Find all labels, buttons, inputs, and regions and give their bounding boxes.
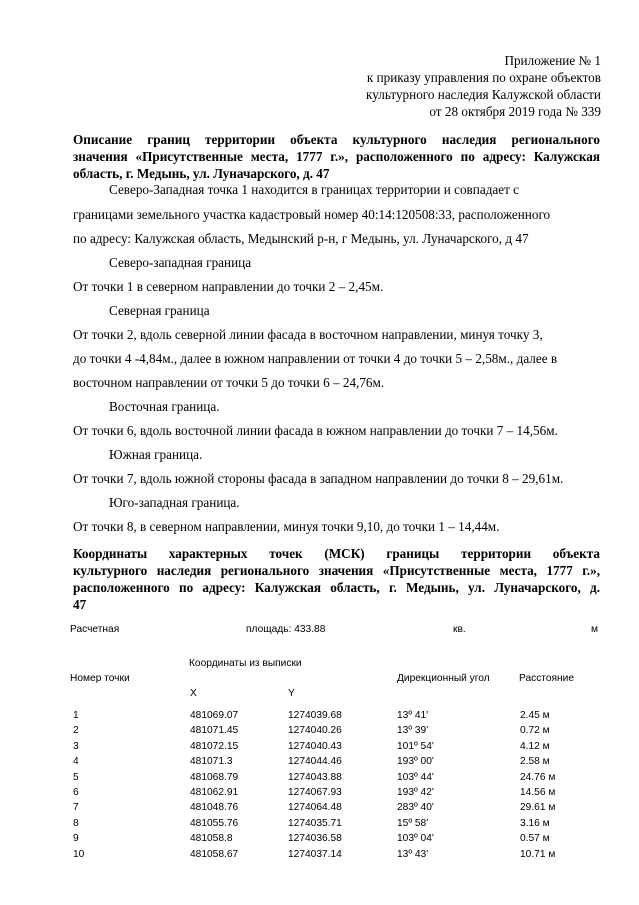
col-header-angle: Дирекционный угол [397, 673, 490, 684]
east-boundary-title: Восточная граница. [109, 399, 220, 414]
area-unit-2: м [591, 624, 599, 635]
cell-angle: 193º 42' [397, 787, 434, 798]
cell-distance: 29.61 м [520, 802, 556, 814]
cell-x: 481058.8 [190, 833, 233, 845]
area-value-group [246, 623, 325, 636]
cell-distance: 0.72 м [520, 725, 550, 737]
cell-angle: 15º 58' [397, 817, 429, 829]
cell-point-number: 9 [73, 833, 79, 845]
cell-point-number: 10 [73, 848, 85, 860]
cell-y: 1274035.71 [288, 817, 342, 829]
cell-x: 481055.76 [190, 817, 239, 829]
north-boundary-text-2: до точки 4 -4,84м., далее в южном направлении от точки 4 до точки 5 – 2,58м., далее в [73, 351, 558, 366]
cell-x: 481058.67 [190, 848, 239, 860]
cell-point-number: 4 [73, 756, 79, 768]
southwest-boundary-title: Юго-западная граница. [109, 495, 240, 510]
east-boundary-text: От точки 6, вдоль восточной линии фасада в южном направлении до точки 7 – 14,56м. [73, 423, 558, 438]
cell-distance: 24.76 м [520, 771, 556, 783]
coordinates-heading [73, 545, 600, 613]
coordinates-heading-line-1: Координаты характерных точек (МСК) границы территории объекта [73, 546, 600, 561]
cell-y: 1274039.68 [288, 710, 342, 721]
cell-x: 481062.91 [190, 787, 239, 798]
area-label-2: площадь: [246, 624, 292, 635]
cell-distance: 4.12 м [520, 740, 550, 752]
coordinates-heading-line-2: культурного наследия регионального значения «Присутственные места, 1777 г.», [73, 563, 600, 578]
area-value: 433.88 [294, 624, 326, 635]
northwest-boundary-text: От точки 1 в северном направлении до точки 2 – 2,45м. [73, 279, 384, 294]
cell-angle: 101º 54' [397, 740, 434, 752]
area-label-1: Расчетная [70, 624, 120, 635]
south-boundary-title: Южная граница. [109, 447, 203, 462]
cell-angle: 283º 40' [397, 802, 434, 814]
intro-line-3: по адресу: Калужская область, Медынский р-н, г Медынь, ул. Луначарского, д 47 [73, 231, 529, 246]
cell-point-number: 2 [73, 725, 79, 737]
col-header-distance: Расстояние [519, 673, 575, 684]
cell-distance: 2.45 м [520, 710, 550, 721]
heading-line-1: Описание границ территории объекта культурного наследия регионального [73, 132, 600, 147]
cell-y: 1274044.46 [288, 756, 342, 768]
appendix-title: Приложение № 1 [504, 53, 601, 68]
cell-point-number: 3 [73, 740, 79, 752]
cell-y: 1274043.88 [288, 771, 342, 783]
col-header-point: Номер точки [70, 673, 130, 684]
cell-angle: 13º 43' [397, 848, 429, 860]
cell-distance: 10.71 м [520, 848, 556, 860]
cell-y: 1274040.26 [288, 725, 342, 737]
cell-x: 481068.79 [190, 771, 239, 783]
col-header-coords: Координаты из выписки [189, 658, 302, 669]
cell-angle: 13º 39' [397, 725, 429, 737]
north-boundary-text-3: восточном направлении от точки 5 до точки 6 – 24,76м. [73, 375, 385, 390]
coordinates-heading-line-3: расположенного по адресу: Калужская область, г. Медынь, ул. Луначарского, д. [73, 580, 600, 595]
cell-distance: 2.58 м [520, 756, 550, 768]
cell-point-number: 8 [73, 817, 79, 829]
cell-angle: 193º 00' [397, 756, 434, 768]
cell-angle: 103º 04' [397, 833, 434, 845]
cell-distance: 0.57 м [520, 833, 550, 845]
col-header-y: Y [288, 688, 295, 699]
cell-x: 481048.76 [190, 802, 239, 814]
coordinates-heading-line-4: 47 [73, 597, 87, 612]
cell-y: 1274064.48 [288, 802, 342, 814]
cell-x: 481071.3 [190, 756, 233, 768]
area-unit-1: кв. [453, 624, 466, 635]
cell-angle: 103º 44' [397, 771, 434, 783]
cell-point-number: 1 [73, 710, 79, 721]
cell-distance: 3.16 м [520, 817, 550, 829]
northwest-boundary-title: Северо-западная граница [109, 255, 252, 270]
cell-point-number: 6 [73, 787, 79, 798]
appendix-order: к приказу управления по охране объектов [366, 70, 601, 85]
cell-y: 1274040.43 [288, 740, 342, 752]
cell-y: 1274067.93 [288, 787, 342, 798]
cell-point-number: 7 [73, 802, 79, 814]
appendix-date: от 28 октября 2019 года № 339 [429, 104, 601, 119]
intro-line-2: границами земельного участка кадастровый номер 40:14:120508:33, расположенного [73, 207, 551, 222]
north-boundary-text-1: От точки 2, вдоль северной линии фасада в восточном направлении, минуя точку 3, [73, 327, 543, 342]
cell-point-number: 5 [73, 771, 79, 783]
heading-line-3: область, г. Медынь, ул. Луначарского, д. 47 [73, 166, 330, 181]
cell-angle: 13º 41' [397, 710, 429, 721]
col-header-x: X [190, 688, 197, 699]
appendix-authority: культурного наследия Калужской области [366, 87, 601, 102]
north-boundary-title: Северная граница [109, 303, 210, 318]
cell-x: 481069.07 [190, 710, 239, 721]
intro-line-1: Северо-Западная точка 1 находится в границах территории и совпадает с [109, 182, 520, 197]
heading-line-2: значения «Присутственные места, 1777 г.», расположенного по адресу: Калужская [73, 149, 600, 164]
cell-x: 481071.45 [190, 725, 239, 737]
cell-x: 481072.15 [190, 740, 239, 752]
document-heading [73, 131, 600, 182]
cell-distance: 14.56 м [520, 787, 556, 798]
cell-y: 1274036.58 [288, 833, 342, 845]
cell-y: 1274037.14 [288, 848, 342, 860]
southwest-boundary-text: От точки 8, в северном направлении, минуя точки 9,10, до точки 1 – 14,44м. [73, 519, 500, 534]
south-boundary-text: От точки 7, вдоль южной стороны фасада в западном направлении до точки 8 – 29,61м. [73, 471, 564, 486]
